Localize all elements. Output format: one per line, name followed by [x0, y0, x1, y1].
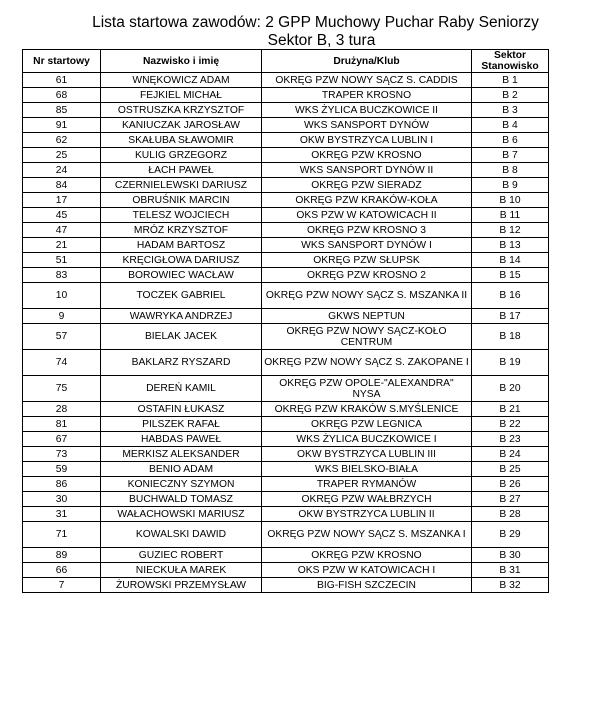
cell-name: HABDAS PAWEŁ [101, 432, 262, 447]
cell-start-number: 45 [23, 208, 101, 223]
cell-sector: B 28 [472, 507, 549, 522]
cell-sector: B 7 [472, 148, 549, 163]
cell-start-number: 67 [23, 432, 101, 447]
cell-sector: B 14 [472, 253, 549, 268]
table-row [23, 507, 549, 522]
cell-sector: B 32 [472, 578, 549, 593]
cell-sector: B 15 [472, 268, 549, 283]
cell-name: TOCZEK GABRIEL [101, 283, 262, 309]
cell-name: KONIECZNY SZYMON [101, 477, 262, 492]
cell-club: OKRĘG PZW NOWY SĄCZ S. MSZANKA II [262, 283, 472, 309]
cell-name: TELESZ WOJCIECH [101, 208, 262, 223]
cell-start-number: 85 [23, 103, 101, 118]
cell-sector: B 1 [472, 73, 549, 88]
table-body [23, 73, 549, 593]
cell-club: BIG-FISH SZCZECIN [262, 578, 472, 593]
cell-club: OKRĘG PZW KRAKÓW S.MYŚLENICE [262, 402, 472, 417]
document-subtitle: Sektor B, 3 tura [267, 32, 376, 49]
cell-name: MRÓZ KRZYSZTOF [101, 223, 262, 238]
table-row [23, 163, 549, 178]
table-row [23, 178, 549, 193]
cell-name: BENIO ADAM [101, 462, 262, 477]
cell-start-number: 62 [23, 133, 101, 148]
cell-club: TRAPER KROSNO [262, 88, 472, 103]
cell-club: OKW BYSTRZYCA LUBLIN II [262, 507, 472, 522]
table-row [23, 563, 549, 578]
cell-sector: B 18 [472, 324, 549, 350]
cell-name: KULIG GRZEGORZ [101, 148, 262, 163]
cell-club: OKRĘG PZW NOWY SĄCZ-KOŁO CENTRUM [262, 324, 472, 350]
cell-club: OKRĘG PZW NOWY SĄCZ S. ZAKOPANE I [262, 350, 472, 376]
cell-start-number: 71 [23, 522, 101, 548]
cell-name: PILSZEK RAFAŁ [101, 417, 262, 432]
cell-start-number: 9 [23, 309, 101, 324]
cell-sector: B 30 [472, 548, 549, 563]
cell-club: WKS BIELSKO-BIAŁA [262, 462, 472, 477]
table-row [23, 417, 549, 432]
table-row [23, 462, 549, 477]
table-header-row [23, 50, 549, 73]
table-row [23, 238, 549, 253]
table-row [23, 376, 549, 402]
table-row [23, 148, 549, 163]
cell-start-number: 31 [23, 507, 101, 522]
cell-name: OSTAFIN ŁUKASZ [101, 402, 262, 417]
cell-name: ŁACH PAWEŁ [101, 163, 262, 178]
cell-sector: B 9 [472, 178, 549, 193]
cell-club: OKRĘG PZW KROSNO [262, 148, 472, 163]
cell-club: OKRĘG PZW LEGNICA [262, 417, 472, 432]
table-row [23, 447, 549, 462]
table-row [23, 350, 549, 376]
table-row [23, 223, 549, 238]
cell-sector: B 23 [472, 432, 549, 447]
cell-start-number: 25 [23, 148, 101, 163]
cell-sector: B 24 [472, 447, 549, 462]
cell-club: OKW BYSTRZYCA LUBLIN I [262, 133, 472, 148]
cell-sector: B 27 [472, 492, 549, 507]
cell-start-number: 68 [23, 88, 101, 103]
cell-name: WNĘKOWICZ ADAM [101, 73, 262, 88]
cell-club: WKS ŻYLICA BUCZKOWICE I [262, 432, 472, 447]
cell-club: GKWS NEPTUN [262, 309, 472, 324]
cell-club: OKW BYSTRZYCA LUBLIN III [262, 447, 472, 462]
table-row [23, 103, 549, 118]
cell-club: OKRĘG PZW KRAKÓW-KOŁA [262, 193, 472, 208]
table-row [23, 324, 549, 350]
table-row [23, 73, 549, 88]
cell-sector: B 10 [472, 193, 549, 208]
cell-sector: B 26 [472, 477, 549, 492]
cell-sector: B 8 [472, 163, 549, 178]
cell-club: WKS SANSPORT DYNÓW I [262, 238, 472, 253]
cell-sector: B 11 [472, 208, 549, 223]
cell-club: OKRĘG PZW SŁUPSK [262, 253, 472, 268]
table-row [23, 402, 549, 417]
table-row [23, 548, 549, 563]
cell-sector: B 16 [472, 283, 549, 309]
cell-club: WKS SANSPORT DYNÓW [262, 118, 472, 133]
cell-start-number: 89 [23, 548, 101, 563]
cell-name: NIECKUŁA MAREK [101, 563, 262, 578]
header-start-number: Nr startowy [23, 50, 101, 73]
table-row [23, 522, 549, 548]
cell-name: WAWRYKA ANDRZEJ [101, 309, 262, 324]
cell-start-number: 81 [23, 417, 101, 432]
cell-name: HADAM BARTOSZ [101, 238, 262, 253]
cell-club: WKS ŻYLICA BUCZKOWICE II [262, 103, 472, 118]
cell-start-number: 24 [23, 163, 101, 178]
cell-start-number: 86 [23, 477, 101, 492]
table-row [23, 193, 549, 208]
cell-name: GUZIEC ROBERT [101, 548, 262, 563]
cell-start-number: 51 [23, 253, 101, 268]
cell-start-number: 74 [23, 350, 101, 376]
cell-sector: B 25 [472, 462, 549, 477]
cell-start-number: 61 [23, 73, 101, 88]
cell-sector: B 3 [472, 103, 549, 118]
cell-name: OSTRUSZKA KRZYSZTOF [101, 103, 262, 118]
cell-name: ŻUROWSKI PRZEMYSŁAW [101, 578, 262, 593]
table-row [23, 432, 549, 447]
header-sector: Sektor Stanowisko [472, 50, 549, 73]
cell-sector: B 17 [472, 309, 549, 324]
cell-name: BOROWIEC WACŁAW [101, 268, 262, 283]
cell-start-number: 28 [23, 402, 101, 417]
cell-club: OKRĘG PZW KROSNO 3 [262, 223, 472, 238]
cell-start-number: 10 [23, 283, 101, 309]
cell-sector: B 13 [472, 238, 549, 253]
cell-name: MERKISZ ALEKSANDER [101, 447, 262, 462]
cell-sector: B 6 [472, 133, 549, 148]
cell-start-number: 17 [23, 193, 101, 208]
cell-name: CZERNIELEWSKI DARIUSZ [101, 178, 262, 193]
cell-sector: B 2 [472, 88, 549, 103]
cell-club: OKRĘG PZW KROSNO [262, 548, 472, 563]
cell-start-number: 73 [23, 447, 101, 462]
cell-sector: B 20 [472, 376, 549, 402]
cell-club: OKRĘG PZW KROSNO 2 [262, 268, 472, 283]
cell-name: KRĘCIGŁOWA DARIUSZ [101, 253, 262, 268]
cell-club: WKS SANSPORT DYNÓW II [262, 163, 472, 178]
cell-name: SKAŁUBA SŁAWOMIR [101, 133, 262, 148]
cell-club: OKS PZW W KATOWICACH II [262, 208, 472, 223]
document-title: Lista startowa zawodów: 2 GPP Muchowy Puchar Raby Seniorzy [92, 14, 539, 31]
cell-sector: B 19 [472, 350, 549, 376]
cell-start-number: 83 [23, 268, 101, 283]
table-row [23, 208, 549, 223]
table-row [23, 492, 549, 507]
table-row [23, 578, 549, 593]
table-row [23, 253, 549, 268]
cell-start-number: 91 [23, 118, 101, 133]
cell-club: OKRĘG PZW WAŁBRZYCH [262, 492, 472, 507]
cell-start-number: 7 [23, 578, 101, 593]
start-list-table [22, 49, 549, 593]
cell-sector: B 21 [472, 402, 549, 417]
cell-start-number: 84 [23, 178, 101, 193]
table-row [23, 88, 549, 103]
table-row [23, 118, 549, 133]
cell-name: KOWALSKI DAWID [101, 522, 262, 548]
cell-sector: B 31 [472, 563, 549, 578]
cell-start-number: 59 [23, 462, 101, 477]
cell-name: BIELAK JACEK [101, 324, 262, 350]
cell-club: OKRĘG PZW NOWY SĄCZ S. CADDIS [262, 73, 472, 88]
cell-name: FEJKIEL MICHAŁ [101, 88, 262, 103]
table-row [23, 133, 549, 148]
table-row [23, 309, 549, 324]
cell-club: OKRĘG PZW SIERADZ [262, 178, 472, 193]
cell-start-number: 66 [23, 563, 101, 578]
cell-sector: B 29 [472, 522, 549, 548]
cell-club: TRAPER RYMANÓW [262, 477, 472, 492]
cell-club: OKRĘG PZW OPOLE-"ALEXANDRA" NYSA [262, 376, 472, 402]
cell-sector: B 4 [472, 118, 549, 133]
cell-sector: B 22 [472, 417, 549, 432]
cell-name: OBRUŚNIK MARCIN [101, 193, 262, 208]
cell-name: DEREŃ KAMIL [101, 376, 262, 402]
cell-name: BUCHWALD TOMASZ [101, 492, 262, 507]
header-club: Drużyna/Klub [262, 50, 472, 73]
cell-club: OKRĘG PZW NOWY SĄCZ S. MSZANKA I [262, 522, 472, 548]
cell-sector: B 12 [472, 223, 549, 238]
cell-name: BAKLARZ RYSZARD [101, 350, 262, 376]
cell-start-number: 75 [23, 376, 101, 402]
cell-club: OKS PZW W KATOWICACH I [262, 563, 472, 578]
table-row [23, 268, 549, 283]
cell-name: WAŁACHOWSKI MARIUSZ [101, 507, 262, 522]
cell-start-number: 21 [23, 238, 101, 253]
cell-start-number: 57 [23, 324, 101, 350]
table-row [23, 477, 549, 492]
table-row [23, 283, 549, 309]
header-name: Nazwisko i imię [101, 50, 262, 73]
cell-start-number: 30 [23, 492, 101, 507]
cell-name: KANIUCZAK JAROSŁAW [101, 118, 262, 133]
cell-start-number: 47 [23, 223, 101, 238]
